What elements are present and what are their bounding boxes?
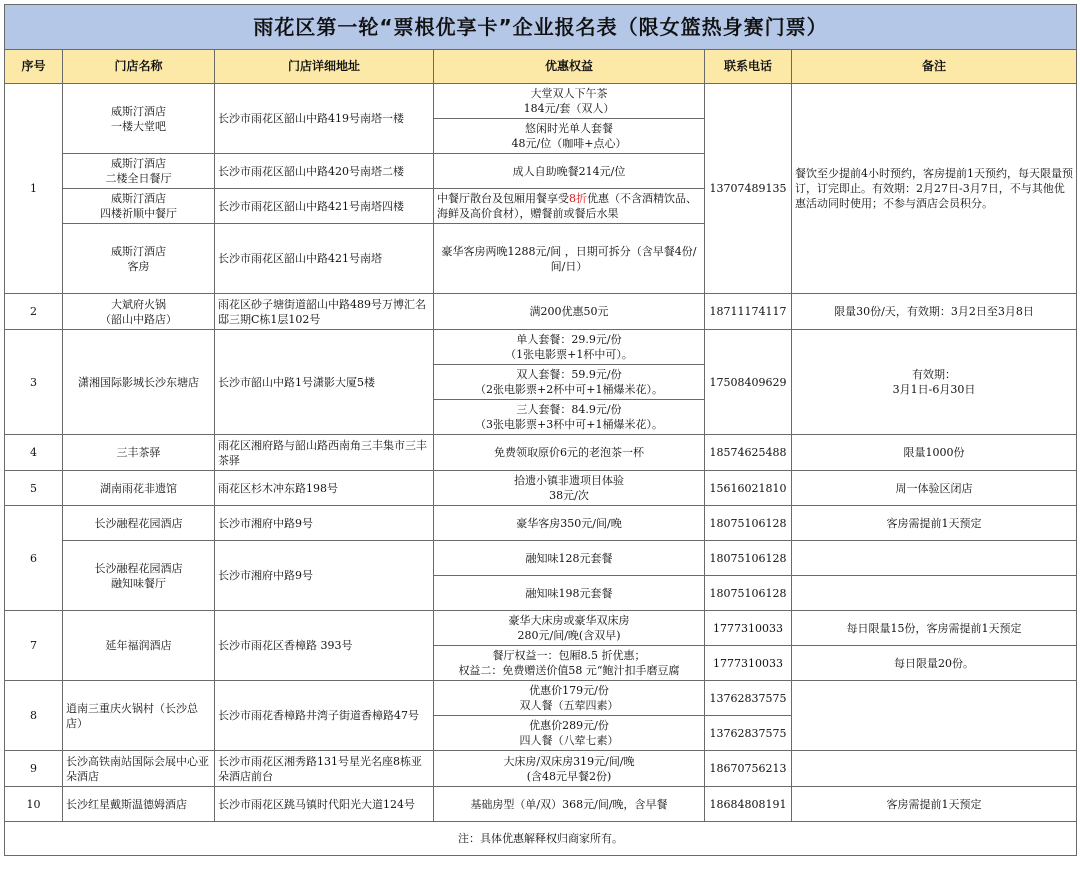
row-number: 3 [5,330,63,435]
store-address: 长沙市雨花香樟路井湾子街道香樟路47号 [215,681,434,751]
note: 限量30份/天，有效期：3月2日至3月8日 [792,294,1077,330]
benefit: 免费领取原价6元的老泡茶一杯 [434,435,705,471]
store-address: 长沙市雨花区韶山中路419号南塔一楼 [215,84,434,154]
table-row [5,506,1077,541]
note-empty [792,576,1077,611]
table-row [5,435,1077,471]
table-row [5,471,1077,506]
discount-highlight: 8折 [569,192,587,205]
benefit: 单人套餐：29.9元/份 （1张电影票+1杯中可）。 [434,330,705,365]
col-header-benefit: 优惠权益 [434,50,705,84]
row-number: 9 [5,751,63,787]
benefit: 优惠价179元/份 双人餐（五荤四素） [434,681,705,716]
store-address: 长沙市雨花区韶山中路420号南塔二楼 [215,154,434,189]
benefit: 豪华大床房或豪华双床房 280元/间/晚(含双早) [434,611,705,646]
note: 客房需提前1天预定 [792,787,1077,822]
store-name: 威斯汀酒店 一楼大堂吧 [63,84,215,154]
registration-sheet [4,4,1076,856]
store-address: 雨花区湘府路与韶山路西南角三丰集市三丰茶驿 [215,435,434,471]
phone: 18684808191 [705,787,792,822]
phone: 1777310033 [705,611,792,646]
note: 客房需提前1天预定 [792,506,1077,541]
store-address: 长沙市湘府中路9号 [215,506,434,541]
note-empty [792,541,1077,576]
phone: 18670756213 [705,751,792,787]
phone: 13762837575 [705,716,792,751]
row-number: 4 [5,435,63,471]
store-name: 大斌府火锅 （韶山中路店） [63,294,215,330]
table-row [5,787,1077,822]
store-name: 威斯汀酒店 四楼祈顺中餐厅 [63,189,215,224]
benefit [434,189,705,224]
store-name: 湖南雨花非遗馆 [63,471,215,506]
col-header-store-name: 门店名称 [63,50,215,84]
store-name: 逍南三重庆火锅村（长沙总店） [63,681,215,751]
benefit: 豪华客房两晚1288元/间 ，日期可拆分（含早餐4份/间/日） [434,224,705,294]
benefit: 优惠价289元/份 四人餐（八荤七素） [434,716,705,751]
phone: 18711174117 [705,294,792,330]
table-row [5,330,1077,365]
note: 有效期： 3月1日-6月30日 [792,330,1077,435]
row-number: 10 [5,787,63,822]
row-number: 5 [5,471,63,506]
store-address: 长沙市雨花区湘秀路131号星光名座8栋亚朵酒店前台 [215,751,434,787]
note: 限量1000份 [792,435,1077,471]
benefit: 三人套餐：84.9元/份 （3张电影票+3杯中可+1桶爆米花）。 [434,400,705,435]
store-address: 雨花区杉木冲东路198号 [215,471,434,506]
footer-row [5,822,1077,856]
benefit-text: 中餐厅散台及包厢用餐享受 [437,192,569,205]
note: 餐饮至少提前4小时预约，客房提前1天预约，每天限量预订，订完即止。有效期：2月27日-3月7日，不与其他优惠活动同时使用；不参与酒店会员积分。 [792,84,1077,294]
phone: 18075106128 [705,541,792,576]
phone: 18075106128 [705,506,792,541]
store-address: 长沙市韶山中路1号潇影大厦5楼 [215,330,434,435]
benefit: 融知味198元套餐 [434,576,705,611]
col-header-note: 备注 [792,50,1077,84]
note: 周一体验区闭店 [792,471,1077,506]
store-address: 长沙市雨花区韶山中路421号南塔 [215,224,434,294]
benefit: 豪华客房350元/间/晚 [434,506,705,541]
store-address: 长沙市雨花区韶山中路421号南塔四楼 [215,189,434,224]
store-address: 长沙市雨花区跳马镇时代阳光大道124号 [215,787,434,822]
table-row [5,84,1077,119]
benefit: 满200优惠50元 [434,294,705,330]
table-row [5,611,1077,646]
table-row [5,294,1077,330]
phone: 1777310033 [705,646,792,681]
registration-table [4,4,1077,856]
table-title: 雨花区第一轮“票根优享卡”企业报名表（限女篮热身赛门票） [5,5,1077,50]
benefit: 基础房型（单/双）368元/间/晚，含早餐 [434,787,705,822]
store-address: 长沙市雨花区香樟路 393号 [215,611,434,681]
store-name: 潇湘国际影城长沙东塘店 [63,330,215,435]
phone: 17508409629 [705,330,792,435]
col-header-address: 门店详细地址 [215,50,434,84]
benefit-text: 优惠（不含酒精饮品、海鲜及高价食材），赠餐前或餐后水果 [437,192,697,220]
benefit: 成人自助晚餐214元/位 [434,154,705,189]
row-number: 1 [5,84,63,294]
note: 每日限量15份，客房需提前1天预定 [792,611,1077,646]
store-name: 延年福润酒店 [63,611,215,681]
phone: 13762837575 [705,681,792,716]
benefit: 拾遗小镇非遗项目体验 38元/次 [434,471,705,506]
benefit: 大床房/双床房319元/间/晚 (含48元早餐2份) [434,751,705,787]
row-number: 8 [5,681,63,751]
store-name: 长沙融程花园酒店 融知味餐厅 [63,541,215,611]
row-number: 2 [5,294,63,330]
col-header-phone: 联系电话 [705,50,792,84]
store-name: 长沙红星戴斯温德姆酒店 [63,787,215,822]
benefit: 大堂双人下午茶 184元/套（双人） [434,84,705,119]
col-header-no: 序号 [5,50,63,84]
phone: 13707489135 [705,84,792,294]
store-name: 威斯汀酒店 二楼全日餐厅 [63,154,215,189]
footer-note: 注：具体优惠解释权归商家所有。 [5,822,1077,856]
note: 每日限量20份。 [792,646,1077,681]
note-empty [792,681,1077,751]
benefit: 融知味128元套餐 [434,541,705,576]
row-number: 6 [5,506,63,611]
phone: 15616021810 [705,471,792,506]
table-row [5,751,1077,787]
store-name: 长沙高铁南站国际会展中心亚朵酒店 [63,751,215,787]
benefit: 悠闲时光单人套餐 48元/位（咖啡+点心） [434,119,705,154]
benefit: 餐厅权益一：包厢8.5 折优惠； 权益二：免费赠送价值58 元“鲍汁扣手磨豆腐 [434,646,705,681]
row-number: 7 [5,611,63,681]
table-row [5,681,1077,716]
phone: 18075106128 [705,576,792,611]
store-name: 威斯汀酒店 客房 [63,224,215,294]
store-name: 长沙融程花园酒店 [63,506,215,541]
store-address: 雨花区砂子塘街道韶山中路489号万博汇名邸三期C栋1层102号 [215,294,434,330]
store-address: 长沙市湘府中路9号 [215,541,434,611]
table-row [5,541,1077,576]
store-name: 三丰茶驿 [63,435,215,471]
header-row [5,50,1077,84]
phone: 18574625488 [705,435,792,471]
benefit: 双人套餐：59.9元/份 （2张电影票+2杯中可+1桶爆米花）。 [434,365,705,400]
note [792,751,1077,787]
